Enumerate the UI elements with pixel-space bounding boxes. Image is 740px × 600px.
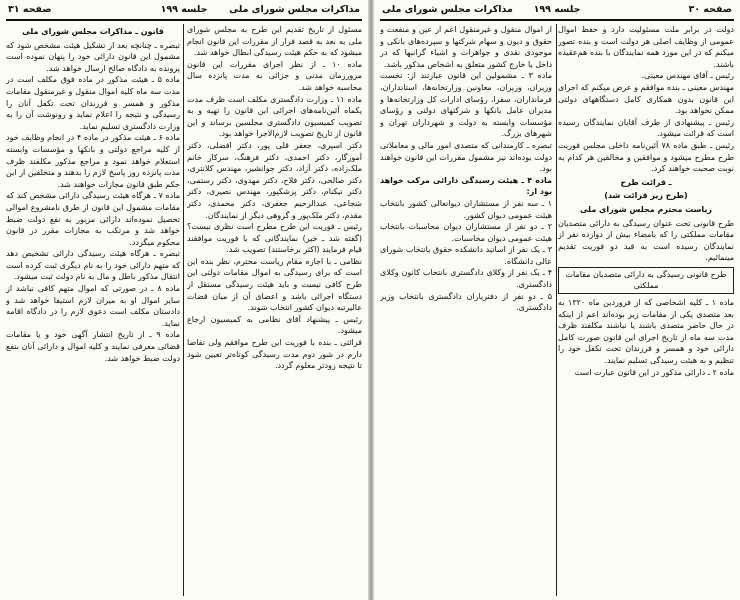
paragraph: ماده ۵ ـ هیئت مذکور در ماده فوق مکلف است در مدت سه ماه کلیه اموال منقول و غیرمنقول مقامات مذکور و همسر و فرزندان تحت تکفل آنان را رسیدگی و نتیجه را اعلام نماید و رونوشت آن را به وزارت دادگستری تسلیم نماید.	[6, 75, 180, 131]
session-number: جلسه ۱۹۹	[533, 4, 581, 15]
session-number: جلسه ۱۹۹	[160, 4, 208, 15]
addressee: ریاست محترم مجلس شورای ملی	[579, 204, 713, 214]
paragraph: ماده ۸ ـ در صورتی که اموال متهم کافی نباشد از سایر اموال او به میزان لازم استیفا خواهد شد و دادستان مکلف است دعوی لازم را در دادگاه اقامه نماید.	[6, 284, 180, 328]
list-item: ۳ ـ یک نفر از اساتید دانشکده حقوق بانتخاب شورای عالی دانشگاه.	[380, 245, 552, 266]
list-item: ۲ ـ دو نفر از مستشاران دیوان محاسبات بانتخاب هیئت عمومی دیوان محاسبات.	[380, 222, 552, 243]
paragraph: ماده ۷ ـ هرگاه هیئت رسیدگی دارائی مشخص کند که مقامات مشمول این قانون از طرق نامشروع اموالی تحصیل نموده‌اند دارائی مزبور به نفع دولت ضبط خواهد شد و مرتکب به مجازات مقرر در قانون محکوم میگردد.	[6, 191, 180, 247]
list-item: ۵ ـ دو نفر از دفتریاران دادگستری بانتخاب وزیر دادگستری.	[380, 291, 552, 313]
page-header	[380, 2, 734, 18]
paragraph: قرائتی ـ بنده با فوریت این طرح موافقم ولی تقاضا دارم در شور دوم مدت رسیدگی کوتاه‌تر تعیین شود تا نتیجه زودتر معلوم گردد.	[187, 338, 362, 371]
page-header	[6, 2, 362, 18]
paragraph: طرح قانونی تحت عنوان رسیدگی به دارائی متصدیان مقامات مملکتی را که بامضاء بیش از دوازده نفر از نمایندگان رسیده است به قید دو فوریت تقدیم مینمائیم.	[558, 218, 734, 263]
journal-title: مذاکرات مجلس شورای ملی	[382, 4, 513, 15]
paragraph: رئیس ـ پیشنهادی از طرف آقایان نمایندگان رسیده است که قرائت میشود.	[558, 117, 734, 139]
paragraph: ماده ۱ ـ کلیه اشخاصی که از فروردین ماه ۱۳۲۰ به بعد متصدی یکی از مقامات زیر بوده‌اند اعم از اینکه در حال حاضر متصدی باشند یا نباشند مکلفند ظرف مدت سه ماه از تاریخ اجرای این قانون صورت کامل دارائی خود و همسر و فرزندان تحت تکفل خود را تنظیم و به هیئت رسیدگی تسلیم نمایند.	[558, 298, 734, 366]
paragraph: مهندس معینی ـ بنده موافقم و عرض میکنم که اجرای این قانون بدون همکاری کامل دستگاههای دولتی ممکن نخواهد بود.	[558, 82, 734, 116]
right-page	[374, 0, 740, 600]
reading-note: (طرح زیر قرائت شد)	[604, 191, 688, 201]
column-heading: قانون ـ مذاکرات مجلس شورای ملی	[22, 27, 164, 36]
left-page	[0, 0, 368, 600]
signatories: دکتر اسپری، جعفر قلی پور، دکتر افضلی، دکتر آموزگار، دکتر احمدی، دکتر فرهنگ، سرکار خانم ملک‌زاده، دکتر آزاد، دکتر جوانشیر، مهندس کلانتری، دکتر صالحی، دکتر فلاح، دکتر مهدوی، دکتر رستمی، دکتر نیکنام، دکتر پزشکپور، مهندس نصیری، دکتر شجاعی، عبدالرحیم جعفری، دکتر محمدی، دکتر مقدم، دکتر ملک‌پور و گروهی دیگر از نمایندگان.	[187, 140, 362, 220]
column-divider	[556, 24, 557, 596]
journal-title: مذاکرات مجلس شورای ملی	[229, 4, 360, 15]
paragraph: رئیس ـ طبق ماده ۷۸ آئین‌نامه داخلی مجلس فوریت طرح مطرح میشود و موافقین و مخالفین هر کدام به نوبت صحبت خواهند کرد.	[558, 140, 734, 174]
paragraph: دولت در برابر ملت مسئولیت دارد و حفظ اموال عمومی از وظایف اصلی هر دولت است و بنده تصور میکنم که در این مورد همه نمایندگان با بنده هم‌عقیده باشند.	[558, 25, 734, 69]
paragraph: رئیس ـ فوریت این طرح مطرح است نظری نیست؟ (گفته شد ـ خیر) نمایندگانی که با فوریت موافقند قیام فرمایند (اکثر برخاستند) تصویب شد.	[187, 222, 362, 255]
paragraph: تبصره ـ کارمندانی که متصدی امور مالی و معاملاتی دولت بوده‌اند نیز مشمول مقررات این قانون خواهند بود.	[380, 140, 552, 174]
paragraph: نظامی ـ با اجازه مقام ریاست محترم، نظر بنده این است که برای رسیدگی به اموال مقامات دولتی این طرح کافی نیست و باید هیئت رسیدگی مستقل از دستگاه اجرائی باشد و اعضای آن از میان قضات عالیرتبه دیوان کشور انتخاب شوند.	[187, 256, 362, 313]
section-heading: ـ قرائت طرح	[620, 177, 672, 187]
paragraph: رئیس ـ آقای مهندس معینی.	[641, 71, 734, 81]
list-item: ۱ ـ سه نفر از مستشاران دیوانعالی کشور بانتخاب هیئت عمومی دیوان کشور.	[380, 198, 552, 220]
bill-title: طرح قانونی رسیدگی به دارائی متصدیان مقامات مملکتی	[558, 267, 734, 294]
page-number: صفحه ۳۰	[688, 4, 732, 15]
paragraph: ماده ۳ ـ مشمولین این قانون عبارتند از: نخست وزیران، وزیران، معاونین وزارتخانه‌ها، استانداران، فرمانداران، سفرا، رؤسای ادارات کل وزارتخانه‌ها و مدیران عامل بانکها و شرکتهای دولتی و رؤسای مؤسسات وابسته به دولت و شهرداران تهران و شهرهای بزرگ.	[380, 71, 552, 139]
paragraph: ماده ۱۱ ـ وزارت دادگستری مکلف است ظرف مدت یکماه آئین‌نامه‌های اجرائی این قانون را تهیه و به تصویب کمیسیون دادگستری مجلسین برساند و این قانون از تاریخ تصویب لازم‌الاجرا خواهد بود.	[187, 94, 362, 139]
page-number: صفحه ۳۱	[8, 4, 52, 15]
paragraph: رئیس ـ پیشنهاد آقای نظامی به کمیسیون ارجاع میشود.	[187, 314, 362, 336]
paragraph: از اموال منقول و غیرمنقول اعم از عین و منفعت و حقوق و دیون و سهام شرکتها و سپرده‌های بانکی و موجودی نقدی و جواهرات و اشیاء گرانبها که در داخل یا خارج کشور متعلق به اشخاص مذکور باشد.	[380, 25, 552, 69]
paragraph: ماده ۱۰ ـ از نظر اجرای مقررات این قانون مرورزمان مدنی و جزائی به مدت پانزده سال محاسبه خواهد شد.	[187, 59, 362, 92]
column-divider	[183, 24, 184, 596]
header-rule	[6, 19, 362, 21]
paragraph: تبصره ـ چنانچه بعد از تشکیل هیئت مشخص شود که مشمول این قانون دارائی خود را پنهان نموده است پرونده به دادگاه صالح ارسال خواهد شد.	[6, 40, 180, 73]
text-column-right	[187, 24, 362, 596]
paragraph: ماده ۴ ـ هیئت رسیدگی دارائی مرکب خواهد بود از:	[380, 175, 552, 197]
list-item: ۴ ـ یک نفر از وکلای دادگستری بانتخاب کانون وکلای دادگستری.	[380, 268, 552, 290]
paragraph: ماده ۲ ـ دارائی مذکور در این قانون عبارت است	[574, 367, 734, 377]
text-column-right	[558, 24, 734, 596]
paragraph: تبصره ـ هرگاه هیئت رسیدگی دارائی تشخیص دهد که متهم دارائی خود را به نام دیگری ثبت کرده است انتقال مذکور باطل و مال به نام دولت ثبت میشود.	[6, 249, 180, 282]
header-rule	[380, 19, 734, 21]
text-column-left	[6, 24, 180, 596]
paragraph: مسئول از تاریخ تقدیم این طرح به مجلس شورای ملی به بعد به قصد فرار از مقررات این قانون انجام میشود که به حکم هیئت رسیدگی ابطال خواهد شد.	[187, 25, 362, 58]
paragraph: ماده ۶ ـ هیئت مذکور در ماده ۴ در انجام وظایف خود از کلیه مراجع دولتی و بانکها و مؤسسات وابسته استعلام خواهد نمود و مراجع مذکور مکلفند ظرف مدت پانزده روز پاسخ لازم را بدهند و متخلفین از این حکم طبق قانون مجازات خواهند شد.	[6, 133, 180, 189]
text-column-left	[380, 24, 552, 596]
paragraph: ماده ۹ ـ از تاریخ انتشار آگهی خود و یا مقامات قضائی معرفی نمایند و کلیه اموال و دارائی آنان بنفع دولت ضبط خواهد شد.	[6, 330, 180, 363]
